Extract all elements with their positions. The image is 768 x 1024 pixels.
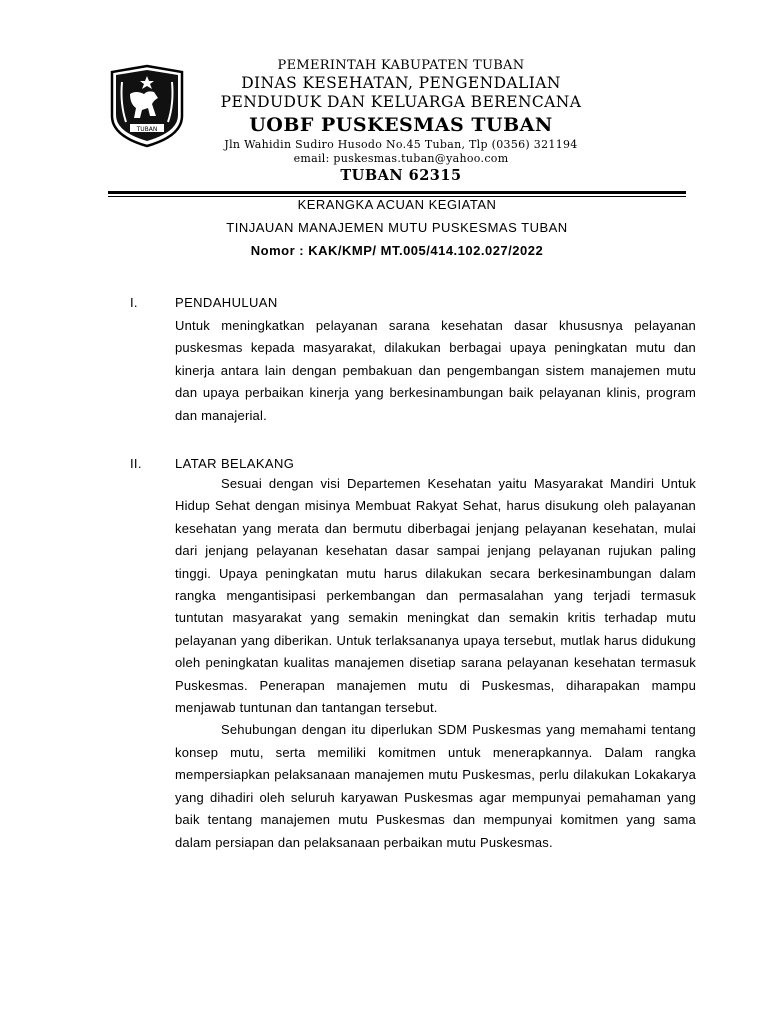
document-titles (108, 193, 686, 262)
document-title: TINJAUAN MANAJEMEN MUTU PUSKESMAS TUBAN (226, 220, 568, 235)
section-body (175, 473, 696, 854)
letterhead-institution: UOBF PUSKESMAS TUBAN (249, 114, 553, 136)
letterhead (196, 58, 606, 186)
letterhead-address: Jln Wahidin Sudiro Husodo No.45 Tuban, Tlp (0356) 321194 (224, 138, 578, 151)
letterhead-government: PEMERINTAH KABUPATEN TUBAN (277, 58, 525, 73)
paragraph: Untuk meningkatkan pelayanan sarana kesehatan dasar khususnya pelayanan puskesmas kepada masyarakat, dilakukan berbagai upaya peningkatan mutu dan kinerja antara lain dengan pembakuan dan pengembangan sistem manajemen mutu dan upaya perbaikan kinerja yang berkesinambungan baik pelayanan klinis, program dan manajerial. (175, 318, 696, 423)
section-heading: LATAR BELAKANG (175, 456, 295, 471)
letterhead-city: TUBAN 62315 (340, 167, 462, 184)
letterhead-agency-line2: PENDUDUK DAN KELUARGA BERENCANA (220, 93, 582, 111)
letterhead-agency-line1: DINAS KESEHATAN, PENGENDALIAN (241, 74, 561, 92)
paragraph: Sesuai dengan visi Departemen Kesehatan yaitu Masyarakat Mandiri Untuk Hidup Sehat dengan misinya Membuat Rakyat Sehat, harus disukung oleh palayanan kesehatan yang merata dan bermutu diberbagai jenjang pelayanan kesehatan, mulai dari jenjang pelayanan kesehatan dasar sampai jenjang pelayanan rujukan paling tinggi. Upaya peningkatan mutu harus dilakukan secara berkesinambungan dalam rangka mengantisipasi perkembangan dan permasalahan yang terjadi termasuk tuntutan masyarakat yang semakin meningkat dan semakin kritis terhadap mutu pelayanan yang diberikan. Untuk terlaksananya upaya tersebut, mutlak harus didukung oleh peningkatan kualitas manajemen disetiap sarana pelayanan kesehatan termasuk Puskesmas. Penerapan manajemen mutu di Puskesmas, diharapakan mampu menjawab tuntunan dan tantangan tersebut. (175, 476, 696, 716)
letterhead-email: email: puskesmas.tuban@yahoo.com (293, 152, 509, 165)
section-number: II. (130, 456, 142, 471)
document-number: Nomor : KAK/KMP/ MT.005/414.102.027/2022 (250, 243, 544, 258)
document-type: KERANGKA ACUAN KEGIATAN (297, 197, 497, 212)
svg-text:TUBAN: TUBAN (136, 126, 158, 133)
section-heading: PENDAHULUAN (175, 295, 278, 310)
tuban-regency-logo (108, 64, 186, 148)
section-body (175, 315, 696, 427)
paragraph: Sehubungan dengan itu diperlukan SDM Puskesmas yang memahami tentang konsep mutu, serta memiliki komitmen untuk menerapkannya. Dalam rangka mempersiapkan pelaksanaan manajemen mutu Puskesmas, perlu dilakukan Lokakarya yang dihadiri oleh seluruh karyawan Puskesmas agar mempunyai pemahaman yang baik tentang manajemen mutu Puskesmas dan mempunyai komitmen yang sama dalam persiapan dan pelaksanaan perbaikan mutu Puskesmas. (175, 722, 696, 850)
section-number: I. (130, 295, 138, 310)
